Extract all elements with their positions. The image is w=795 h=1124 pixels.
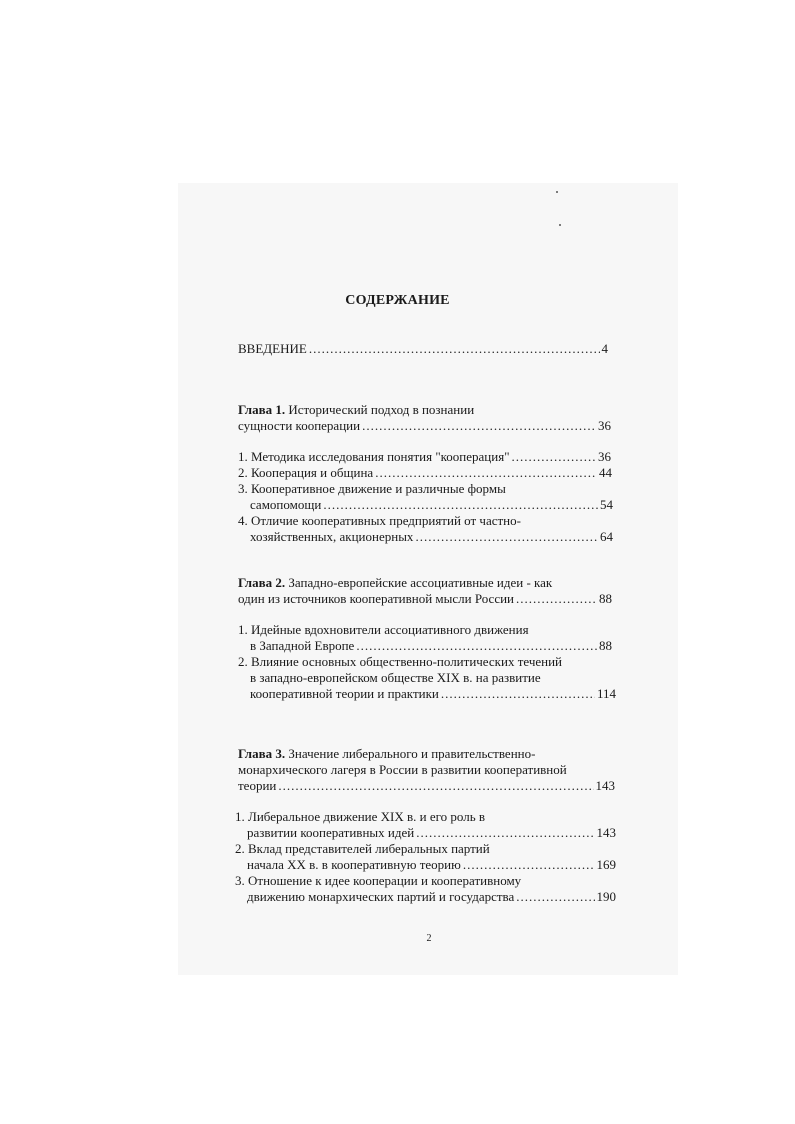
toc-entry-page: 4 [601,341,608,356]
toc-entry-cont[interactable] [250,638,612,654]
chapter-title: сущности кооперации [238,418,361,433]
leader-dots [415,529,598,545]
toc-entry-label: самопомощи [250,497,322,512]
toc-entry-page: 169 [596,857,616,872]
chapter-title: монархического лагеря в России в развитии кооперативной [238,762,567,777]
toc-entry-label: движению монархических партий и государства [247,889,515,904]
toc-entry[interactable] [238,513,521,529]
chapter-3-heading-cont[interactable] [238,762,567,778]
toc-entry-label: 2. Кооперация и община [238,465,374,480]
toc-entry-label: хозяйственных, акционерных [250,529,414,544]
toc-entry-label: начала XX в. в кооперативную теорию [247,857,461,872]
toc-entry-page: 143 [595,778,615,793]
toc-entry-intro[interactable] [238,341,608,357]
toc-entry-page: 88 [599,591,612,606]
toc-entry-page: 114 [596,686,616,701]
chapter-title: один из источников кооперативной мысли России [238,591,515,606]
toc-entry-label: 1. Идейные вдохновители ассоциативного движения [238,622,529,637]
leader-dots [278,778,593,794]
chapter-label: Глава 2. [238,575,286,590]
toc-entry[interactable] [238,449,611,465]
chapter-title: Значение либерального и правительственно- [288,746,536,761]
chapter-title: Исторический подход в познании [288,402,475,417]
chapter-title: Западно-европейские ассоциативные идеи - как [288,575,553,590]
toc-entry-label: 1. Либеральное движение XIX в. и его роль в [235,809,486,824]
toc-entry-label: в западно-европейском обществе XIX в. на развитие [250,670,541,685]
leader-dots [512,449,596,465]
chapter-3-heading-cont[interactable] [238,778,615,794]
leader-dots [323,497,598,513]
toc-entry-label: 3. Кооперативное движение и различные формы [238,481,506,496]
toc-entry-page: 190 [596,889,616,904]
leader-dots [463,857,595,873]
toc-entry-cont[interactable] [250,686,616,702]
chapter-2-heading[interactable] [238,575,552,591]
page-title: СОДЕРЖАНИЕ [345,293,450,308]
toc-entry-label: 4. Отличие кооперативных предприятий от частно- [238,513,521,528]
chapter-2-heading-cont[interactable] [238,591,612,607]
toc-entry-page: 36 [598,449,611,464]
page-number: 2 [426,933,432,944]
toc-entry-page: 36 [598,418,611,433]
toc-entry[interactable] [238,465,612,481]
toc-entry-cont[interactable] [247,825,616,841]
leader-dots [362,418,596,434]
leader-dots [375,465,597,481]
toc-entry-page: 44 [599,465,612,480]
chapter-3-heading[interactable] [238,746,535,762]
toc-entry-page: 143 [596,825,616,840]
chapter-1-heading-cont[interactable] [238,418,611,434]
toc-entry-page: 54 [600,497,613,512]
toc-entry-label: 2. Влияние основных общественно-политических течений [238,654,563,669]
leader-dots [516,889,594,905]
chapter-title: теории [238,778,277,793]
toc-entry-label: кооперативной теории и практики [250,686,439,701]
toc-entry[interactable] [235,841,490,857]
chapter-label: Глава 3. [238,746,286,761]
toc-entry-cont[interactable] [247,889,616,905]
leader-dots [309,341,600,357]
toc-entry[interactable] [238,622,529,638]
toc-entry-cont[interactable] [250,670,541,686]
toc-entry-label: 3. Отношение к идее кооперации и кооперативному [235,873,522,888]
toc-entry-cont[interactable] [250,497,613,513]
toc-entry[interactable] [235,809,485,825]
leader-dots [441,686,595,702]
toc-entry[interactable] [235,873,521,889]
toc-entry-page: 64 [600,529,613,544]
toc-entry[interactable] [238,481,506,497]
toc-entry-label: 2. Вклад представителей либеральных партий [235,841,490,856]
chapter-label: Глава 1. [238,402,286,417]
chapter-1-heading[interactable] [238,402,474,418]
toc-entry-label: развитии кооперативных идей [247,825,415,840]
toc-entry-label: в Западной Европе [250,638,355,653]
toc-entry-cont[interactable] [250,529,613,545]
toc-entry-label: 1. Методика исследования понятия "кооперация" [238,449,510,464]
leader-dots [356,638,597,654]
toc-entry[interactable] [238,654,562,670]
toc-entry-cont[interactable] [247,857,616,873]
leader-dots [416,825,594,841]
toc-entry-label: ВВЕДЕНИЕ [238,341,307,356]
toc-entry-page: 88 [599,638,612,653]
leader-dots [516,591,597,607]
